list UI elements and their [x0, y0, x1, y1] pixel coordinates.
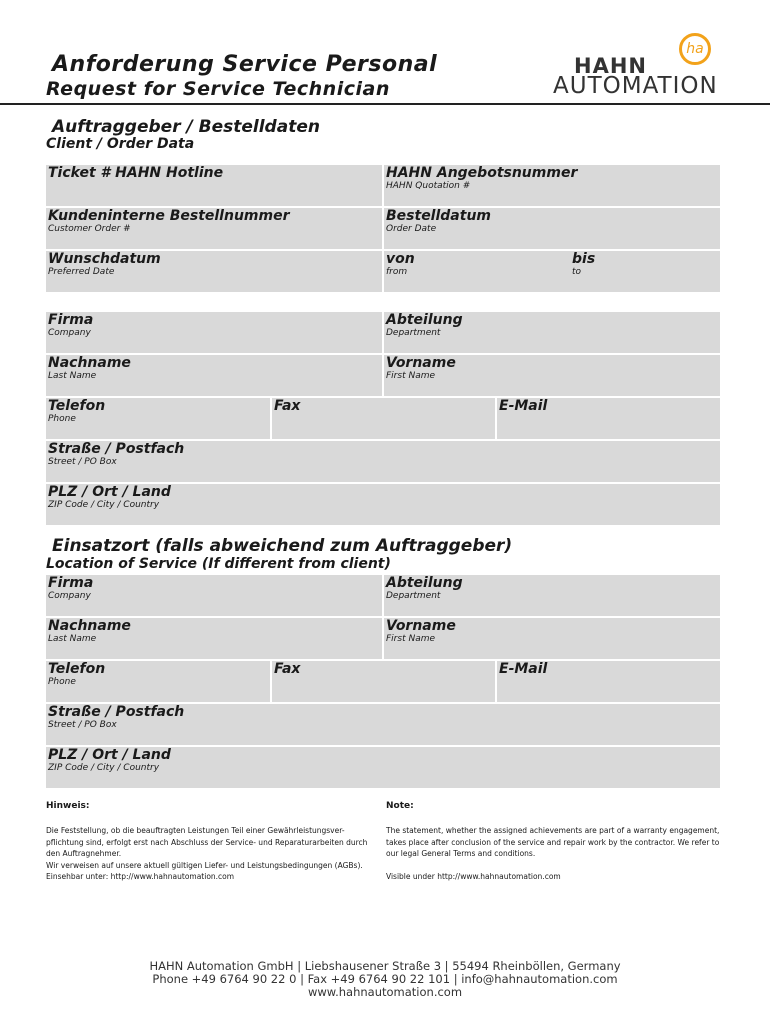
ticket-field[interactable] — [46, 165, 382, 206]
location-street-field[interactable] — [46, 704, 720, 745]
fax-field[interactable] — [272, 398, 495, 439]
customer-order-field[interactable] — [46, 208, 382, 249]
note-text-en — [386, 825, 721, 883]
customer-order-sublabel: Customer Order # — [48, 224, 131, 234]
logo-text-hahn: HAHN — [574, 54, 647, 78]
location-last-name-sublabel: Last Name — [48, 634, 97, 644]
from-sublabel: from — [386, 267, 408, 277]
phone-sublabel: Phone — [48, 414, 76, 424]
location-zip-label: PLZ / Ort / Land — [48, 747, 171, 763]
first-name-sublabel: First Name — [386, 371, 436, 381]
phone-label: Telefon — [48, 398, 106, 414]
section-location-subtitle: Location of Service (If different from client) — [46, 556, 391, 572]
department-field[interactable] — [384, 312, 720, 353]
quotation-field[interactable] — [384, 165, 720, 206]
location-zip-sublabel: ZIP Code / City / Country — [48, 763, 160, 773]
zip-label: PLZ / Ort / Land — [48, 484, 171, 500]
note-en-paragraph: The statement, whether the assigned achievements are part of a warranty engagement, takes place after conclusion of the service and repair work by the contractor. We refer to our legal General Terms and conditions. — [386, 826, 720, 859]
preferred-date-sublabel: Preferred Date — [48, 267, 115, 277]
location-company-sublabel: Company — [48, 591, 91, 601]
footer-address: HAHN Automation GmbH | Liebshausener Straße 3 | 55494 Rheinböllen, Germany — [149, 959, 621, 973]
email-field[interactable] — [497, 398, 720, 439]
to-sublabel: to — [572, 267, 582, 277]
company-field[interactable] — [46, 312, 382, 353]
location-fax-field[interactable] — [272, 661, 495, 702]
note-heading-en: Note: — [386, 801, 414, 811]
footer-website[interactable]: www.hahnautomation.com — [307, 985, 463, 999]
from-label: von — [386, 251, 415, 267]
street-field[interactable] — [46, 441, 720, 482]
location-email-field[interactable] — [497, 661, 720, 702]
location-first-name-label: Vorname — [386, 618, 456, 634]
location-street-sublabel: Street / PO Box — [48, 720, 117, 730]
order-date-field[interactable] — [384, 208, 720, 249]
location-last-name-field[interactable] — [46, 618, 382, 659]
first-name-field[interactable] — [384, 355, 720, 396]
location-phone-label: Telefon — [48, 661, 106, 677]
section-location-title: Einsatzort (falls abweichend zum Auftraggeber) — [52, 536, 513, 556]
note-text-de — [46, 825, 381, 883]
fax-label: Fax — [274, 398, 301, 414]
quotation-label: HAHN Angebotsnummer — [386, 165, 578, 181]
section-client-title: Auftraggeber / Bestelldaten — [52, 117, 320, 137]
page-subtitle: Request for Service Technician — [46, 78, 390, 100]
footer-contact: Phone +49 6764 90 22 0 | Fax +49 6764 90 22 101 | info@hahnautomation.com — [152, 972, 618, 986]
location-last-name-label: Nachname — [48, 618, 131, 634]
company-sublabel: Company — [48, 328, 91, 338]
to-label: bis — [572, 251, 596, 267]
first-name-label: Vorname — [386, 355, 456, 371]
location-fax-label: Fax — [274, 661, 301, 677]
location-company-field[interactable] — [46, 575, 382, 616]
location-street-label: Straße / Postfach — [48, 704, 185, 720]
location-phone-field[interactable] — [46, 661, 270, 702]
location-zip-field[interactable] — [46, 747, 720, 788]
customer-order-label: Kundeninterne Bestellnummer — [48, 208, 290, 224]
last-name-label: Nachname — [48, 355, 131, 371]
location-department-label: Abteilung — [386, 575, 463, 591]
street-label: Straße / Postfach — [48, 441, 185, 457]
location-department-field[interactable] — [384, 575, 720, 616]
zip-field[interactable] — [46, 484, 720, 525]
department-sublabel: Department — [386, 328, 441, 338]
page-title: Anforderung Service Personal — [52, 52, 438, 77]
note-de-paragraph: Die Feststellung, ob die beauftragten Leistungen Teil einer Gewährleistungsver-pflichtung sind, erfolgt erst nach Abschluss der Service- und Reparaturarbeiten durch den Auftragnehmer. — [46, 826, 368, 859]
note-heading-de: Hinweis: — [46, 801, 90, 811]
logo-text-automation: AUTOMATION — [553, 73, 718, 99]
date-range-field[interactable] — [384, 251, 720, 292]
logo-mark-icon: ha — [679, 33, 711, 65]
note-de-paragraph: Einsehbar unter: http://www.hahnautomation.com — [46, 872, 235, 882]
order-date-sublabel: Order Date — [386, 224, 437, 234]
order-date-label: Bestelldatum — [386, 208, 491, 224]
location-first-name-field[interactable] — [384, 618, 720, 659]
location-first-name-sublabel: First Name — [386, 634, 436, 644]
ticket-label: Ticket # HAHN Hotline — [48, 165, 224, 181]
zip-sublabel: ZIP Code / City / Country — [48, 500, 160, 510]
street-sublabel: Street / PO Box — [48, 457, 117, 467]
location-department-sublabel: Department — [386, 591, 441, 601]
last-name-sublabel: Last Name — [48, 371, 97, 381]
note-en-paragraph: Visible under http://www.hahnautomation.com — [386, 872, 561, 882]
section-client-subtitle: Client / Order Data — [46, 136, 195, 152]
department-label: Abteilung — [386, 312, 463, 328]
preferred-date-label: Wunschdatum — [48, 251, 161, 267]
phone-field[interactable] — [46, 398, 270, 439]
location-email-label: E-Mail — [499, 661, 548, 677]
last-name-field[interactable] — [46, 355, 382, 396]
company-label: Firma — [48, 312, 94, 328]
preferred-date-field[interactable] — [46, 251, 382, 292]
location-phone-sublabel: Phone — [48, 677, 76, 687]
note-de-paragraph: Wir verweisen auf unsere aktuell gültigen Liefer- und Leistungsbedingungen (AGBs). — [46, 860, 363, 870]
location-company-label: Firma — [48, 575, 94, 591]
quotation-sublabel: HAHN Quotation # — [386, 181, 471, 191]
header-divider — [0, 103, 770, 105]
email-label: E-Mail — [499, 398, 548, 414]
